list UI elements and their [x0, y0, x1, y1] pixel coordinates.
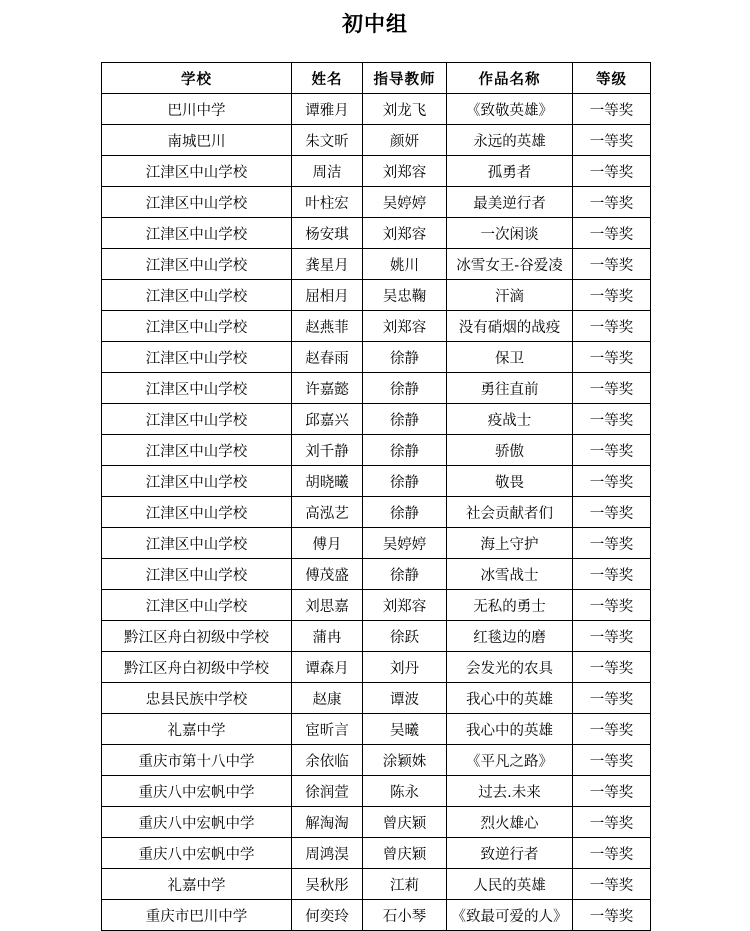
table-row [102, 621, 651, 652]
cell-work-title: 过去.未来 [447, 776, 573, 807]
cell-award-level: 一等奖 [573, 404, 651, 435]
cell-work-title: 冰雪战士 [447, 559, 573, 590]
cell-teacher: 曾庆颖 [363, 838, 447, 869]
cell-award-level: 一等奖 [573, 249, 651, 280]
cell-school: 江津区中山学校 [102, 559, 292, 590]
cell-school: 黔江区舟白初级中学校 [102, 652, 292, 683]
table-row [102, 652, 651, 683]
header-teacher: 指导教师 [363, 63, 447, 94]
cell-school: 重庆八中宏帆中学 [102, 838, 292, 869]
cell-school: 江津区中山学校 [102, 311, 292, 342]
cell-teacher: 曾庆颖 [363, 807, 447, 838]
cell-student-name: 高泓艺 [292, 497, 363, 528]
cell-school: 礼嘉中学 [102, 869, 292, 900]
cell-award-level: 一等奖 [573, 745, 651, 776]
cell-award-level: 一等奖 [573, 497, 651, 528]
table-row [102, 435, 651, 466]
cell-school: 江津区中山学校 [102, 187, 292, 218]
cell-student-name: 谭雅月 [292, 94, 363, 125]
cell-award-level: 一等奖 [573, 621, 651, 652]
cell-work-title: 人民的英雄 [447, 869, 573, 900]
cell-work-title: 致逆行者 [447, 838, 573, 869]
cell-award-level: 一等奖 [573, 528, 651, 559]
cell-work-title: 敬畏 [447, 466, 573, 497]
table-row [102, 838, 651, 869]
cell-award-level: 一等奖 [573, 94, 651, 125]
cell-teacher: 陈永 [363, 776, 447, 807]
cell-teacher: 吴忠鞠 [363, 280, 447, 311]
cell-award-level: 一等奖 [573, 590, 651, 621]
cell-award-level: 一等奖 [573, 125, 651, 156]
cell-student-name: 周鸿淏 [292, 838, 363, 869]
cell-work-title: 烈火雄心 [447, 807, 573, 838]
table-body [102, 94, 651, 931]
cell-teacher: 颜妍 [363, 125, 447, 156]
cell-student-name: 刘思嘉 [292, 590, 363, 621]
cell-award-level: 一等奖 [573, 559, 651, 590]
cell-teacher: 吴婷婷 [363, 528, 447, 559]
cell-work-title: 红毯边的磨 [447, 621, 573, 652]
cell-award-level: 一等奖 [573, 900, 651, 931]
cell-work-title: 冰雪女王-谷爱凌 [447, 249, 573, 280]
cell-student-name: 邱嘉兴 [292, 404, 363, 435]
cell-award-level: 一等奖 [573, 342, 651, 373]
table-row [102, 466, 651, 497]
cell-school: 礼嘉中学 [102, 714, 292, 745]
cell-teacher: 刘郑容 [363, 156, 447, 187]
table-row [102, 373, 651, 404]
cell-work-title: 《致敬英雄》 [447, 94, 573, 125]
table-row [102, 807, 651, 838]
cell-student-name: 何奕玲 [292, 900, 363, 931]
table-row [102, 156, 651, 187]
cell-student-name: 赵康 [292, 683, 363, 714]
cell-work-title: 海上守护 [447, 528, 573, 559]
cell-award-level: 一等奖 [573, 435, 651, 466]
cell-award-level: 一等奖 [573, 714, 651, 745]
cell-student-name: 龚星月 [292, 249, 363, 280]
award-table-container [101, 62, 650, 931]
table-row [102, 528, 651, 559]
cell-student-name: 叶柱宏 [292, 187, 363, 218]
table-row [102, 342, 651, 373]
cell-teacher: 石小琴 [363, 900, 447, 931]
cell-work-title: 《平凡之路》 [447, 745, 573, 776]
cell-student-name: 赵燕菲 [292, 311, 363, 342]
cell-student-name: 胡晓曦 [292, 466, 363, 497]
cell-student-name: 傅月 [292, 528, 363, 559]
cell-teacher: 徐静 [363, 435, 447, 466]
cell-school: 江津区中山学校 [102, 466, 292, 497]
table-row [102, 776, 651, 807]
cell-student-name: 谭森月 [292, 652, 363, 683]
cell-school: 江津区中山学校 [102, 373, 292, 404]
cell-student-name: 傅茂盛 [292, 559, 363, 590]
table-row [102, 683, 651, 714]
cell-award-level: 一等奖 [573, 311, 651, 342]
cell-award-level: 一等奖 [573, 156, 651, 187]
cell-work-title: 无私的勇士 [447, 590, 573, 621]
cell-award-level: 一等奖 [573, 652, 651, 683]
table-row [102, 869, 651, 900]
cell-teacher: 刘丹 [363, 652, 447, 683]
cell-student-name: 宦昕言 [292, 714, 363, 745]
cell-work-title: 永远的英雄 [447, 125, 573, 156]
cell-teacher: 吴婷婷 [363, 187, 447, 218]
header-work-title: 作品名称 [447, 63, 573, 94]
cell-school: 江津区中山学校 [102, 280, 292, 311]
cell-work-title: 没有硝烟的战疫 [447, 311, 573, 342]
cell-teacher: 姚川 [363, 249, 447, 280]
table-row [102, 280, 651, 311]
cell-teacher: 徐跃 [363, 621, 447, 652]
cell-student-name: 余依临 [292, 745, 363, 776]
cell-student-name: 杨安琪 [292, 218, 363, 249]
cell-teacher: 徐静 [363, 466, 447, 497]
table-row [102, 590, 651, 621]
cell-award-level: 一等奖 [573, 466, 651, 497]
cell-school: 江津区中山学校 [102, 435, 292, 466]
cell-student-name: 解淘淘 [292, 807, 363, 838]
cell-work-title: 最美逆行者 [447, 187, 573, 218]
cell-teacher: 刘郑容 [363, 311, 447, 342]
cell-school: 巴川中学 [102, 94, 292, 125]
cell-work-title: 我心中的英雄 [447, 683, 573, 714]
header-award-level: 等级 [573, 63, 651, 94]
page-title: 初中组 [342, 12, 408, 36]
cell-award-level: 一等奖 [573, 280, 651, 311]
cell-school: 江津区中山学校 [102, 218, 292, 249]
header-school: 学校 [102, 63, 292, 94]
cell-teacher: 徐静 [363, 342, 447, 373]
cell-work-title: 会发光的农具 [447, 652, 573, 683]
cell-student-name: 赵春雨 [292, 342, 363, 373]
cell-student-name: 刘千静 [292, 435, 363, 466]
cell-award-level: 一等奖 [573, 218, 651, 249]
cell-school: 南城巴川 [102, 125, 292, 156]
cell-work-title: 《致最可爱的人》 [447, 900, 573, 931]
table-row [102, 404, 651, 435]
cell-teacher: 刘郑容 [363, 218, 447, 249]
table-row [102, 249, 651, 280]
cell-school: 江津区中山学校 [102, 528, 292, 559]
cell-student-name: 徐润萱 [292, 776, 363, 807]
cell-school: 忠县民族中学校 [102, 683, 292, 714]
cell-school: 江津区中山学校 [102, 590, 292, 621]
cell-teacher: 徐静 [363, 497, 447, 528]
cell-school: 重庆市巴川中学 [102, 900, 292, 931]
table-row [102, 714, 651, 745]
cell-work-title: 疫战士 [447, 404, 573, 435]
cell-school: 江津区中山学校 [102, 156, 292, 187]
cell-school: 江津区中山学校 [102, 342, 292, 373]
cell-school: 重庆市第十八中学 [102, 745, 292, 776]
cell-teacher: 江莉 [363, 869, 447, 900]
cell-school: 江津区中山学校 [102, 497, 292, 528]
cell-work-title: 一次闲谈 [447, 218, 573, 249]
cell-teacher: 谭波 [363, 683, 447, 714]
cell-award-level: 一等奖 [573, 838, 651, 869]
cell-award-level: 一等奖 [573, 776, 651, 807]
cell-student-name: 许嘉懿 [292, 373, 363, 404]
cell-work-title: 骄傲 [447, 435, 573, 466]
table-row [102, 497, 651, 528]
cell-school: 江津区中山学校 [102, 249, 292, 280]
cell-student-name: 吴秋彤 [292, 869, 363, 900]
table-row [102, 745, 651, 776]
cell-award-level: 一等奖 [573, 683, 651, 714]
cell-student-name: 屈相月 [292, 280, 363, 311]
cell-teacher: 涂颖姝 [363, 745, 447, 776]
cell-school: 重庆八中宏帆中学 [102, 776, 292, 807]
cell-teacher: 刘龙飞 [363, 94, 447, 125]
cell-student-name: 朱文昕 [292, 125, 363, 156]
header-row [102, 63, 651, 94]
cell-work-title: 汗滴 [447, 280, 573, 311]
award-table [101, 62, 651, 931]
cell-teacher: 刘郑容 [363, 590, 447, 621]
table-row [102, 559, 651, 590]
header-student-name: 姓名 [292, 63, 363, 94]
table-row [102, 311, 651, 342]
table-row [102, 94, 651, 125]
cell-student-name: 蒲冉 [292, 621, 363, 652]
table-header [102, 63, 651, 94]
cell-work-title: 孤勇者 [447, 156, 573, 187]
cell-teacher: 徐静 [363, 559, 447, 590]
cell-teacher: 徐静 [363, 404, 447, 435]
table-row [102, 900, 651, 931]
cell-teacher: 吴曦 [363, 714, 447, 745]
cell-school: 重庆八中宏帆中学 [102, 807, 292, 838]
cell-school: 黔江区舟白初级中学校 [102, 621, 292, 652]
cell-award-level: 一等奖 [573, 869, 651, 900]
cell-student-name: 周洁 [292, 156, 363, 187]
cell-work-title: 勇往直前 [447, 373, 573, 404]
cell-work-title: 保卫 [447, 342, 573, 373]
table-row [102, 218, 651, 249]
cell-work-title: 我心中的英雄 [447, 714, 573, 745]
cell-teacher: 徐静 [363, 373, 447, 404]
cell-work-title: 社会贡献者们 [447, 497, 573, 528]
table-row [102, 187, 651, 218]
cell-award-level: 一等奖 [573, 807, 651, 838]
cell-award-level: 一等奖 [573, 373, 651, 404]
cell-award-level: 一等奖 [573, 187, 651, 218]
cell-school: 江津区中山学校 [102, 404, 292, 435]
table-row [102, 125, 651, 156]
